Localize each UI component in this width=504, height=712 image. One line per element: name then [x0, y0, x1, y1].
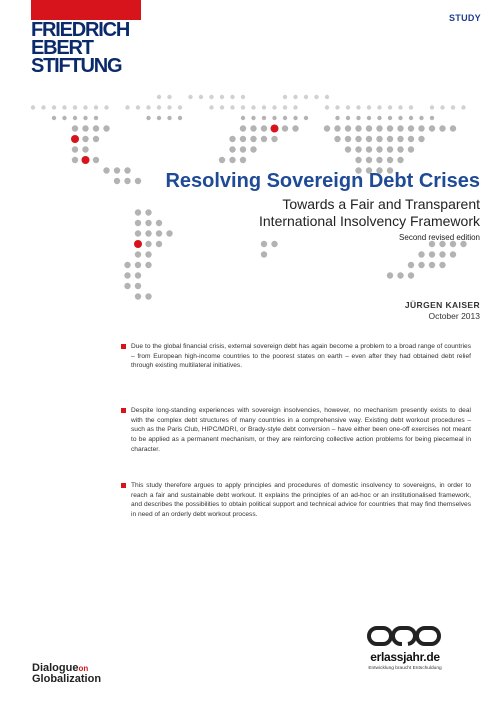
- map-dot: [377, 105, 381, 109]
- map-dot: [83, 116, 87, 120]
- map-dot: [157, 95, 161, 99]
- map-dot-highlight: [71, 135, 79, 143]
- map-dot: [145, 230, 151, 236]
- map-dot: [387, 125, 393, 131]
- map-dot: [366, 157, 372, 163]
- map-dot: [250, 136, 256, 142]
- map-dot: [334, 125, 340, 131]
- map-dot-highlight: [271, 125, 279, 133]
- map-dot: [156, 230, 162, 236]
- map-dot: [145, 241, 151, 247]
- map-dot: [335, 116, 339, 120]
- map-dot: [397, 272, 403, 278]
- summary-bullet: [131, 342, 471, 371]
- map-dot: [376, 146, 382, 152]
- map-dot: [283, 105, 287, 109]
- map-dot: [283, 95, 287, 99]
- map-dot: [52, 105, 56, 109]
- map-dot: [104, 105, 108, 109]
- map-dot: [145, 220, 151, 226]
- map-dot: [388, 105, 392, 109]
- map-dot: [261, 251, 267, 257]
- map-dot: [271, 241, 277, 247]
- map-dot: [209, 95, 213, 99]
- map-dot: [408, 146, 414, 152]
- map-dot: [72, 125, 78, 131]
- map-dot: [124, 262, 130, 268]
- map-dot: [418, 262, 424, 268]
- map-dot: [376, 136, 382, 142]
- summary-bullet-text: Due to the global financial crisis, external sovereign debt has again become a problem to a broad range of countries – from European high-income countries to the poorest states on earth – even after they had obtained debt relief through existing multilateral initiatives.: [131, 343, 471, 370]
- map-dot: [272, 116, 276, 120]
- map-dot: [83, 105, 87, 109]
- map-dot: [366, 125, 372, 131]
- map-dot: [397, 157, 403, 163]
- map-dot: [93, 157, 99, 163]
- fes-logo: [0, 0, 160, 80]
- map-dot: [52, 116, 56, 120]
- map-dot: [135, 272, 141, 278]
- map-dot: [293, 116, 297, 120]
- map-dot: [93, 136, 99, 142]
- map-dot: [93, 125, 99, 131]
- map-dot: [41, 105, 45, 109]
- map-dot-highlight: [134, 240, 142, 248]
- fes-logo-word-2: EBERT: [31, 37, 93, 59]
- map-dot: [272, 105, 276, 109]
- map-dot: [240, 146, 246, 152]
- map-dot: [103, 167, 109, 173]
- map-dot: [241, 116, 245, 120]
- map-dot: [146, 105, 150, 109]
- subtitle-line-2: International Insolvency Framework: [259, 213, 480, 229]
- erlassjahr-logo-text: erlassjahr.de: [370, 650, 440, 664]
- map-dot: [397, 125, 403, 131]
- map-dot: [156, 241, 162, 247]
- map-dot: [408, 262, 414, 268]
- map-dot: [62, 105, 66, 109]
- map-dot: [356, 105, 360, 109]
- map-dot: [376, 125, 382, 131]
- map-dot: [178, 116, 182, 120]
- summary-bullet: [131, 406, 471, 455]
- map-dot: [271, 136, 277, 142]
- map-dot: [114, 178, 120, 184]
- map-dot: [199, 95, 203, 99]
- map-dot: [429, 125, 435, 131]
- map-dot: [430, 105, 434, 109]
- map-dot: [178, 105, 182, 109]
- map-dot: [241, 95, 245, 99]
- map-dot: [167, 95, 171, 99]
- map-dot: [439, 251, 445, 257]
- map-dot: [261, 241, 267, 247]
- map-dot: [251, 105, 255, 109]
- map-dot: [461, 105, 465, 109]
- map-dot: [408, 125, 414, 131]
- map-dot: [419, 116, 423, 120]
- map-dot: [314, 95, 318, 99]
- edition-note: Second revised edition: [399, 233, 480, 242]
- map-dot: [397, 136, 403, 142]
- author-name: JÜRGEN KAISER: [404, 300, 480, 310]
- map-dot: [146, 116, 150, 120]
- map-dot: [430, 116, 434, 120]
- map-dot: [241, 105, 245, 109]
- map-dot: [229, 146, 235, 152]
- map-dot-highlight: [82, 156, 90, 164]
- map-dot: [366, 146, 372, 152]
- map-dot: [167, 116, 171, 120]
- map-dot: [251, 116, 255, 120]
- map-dot: [209, 105, 213, 109]
- map-dot: [262, 105, 266, 109]
- bullet-square-icon: [121, 344, 126, 349]
- map-dot: [451, 105, 455, 109]
- map-dot: [345, 146, 351, 152]
- page-title: Resolving Sovereign Debt Crises: [165, 170, 480, 192]
- map-dot: [356, 116, 360, 120]
- map-dot: [429, 262, 435, 268]
- map-dot: [387, 146, 393, 152]
- map-dot: [439, 125, 445, 131]
- map-dot: [409, 116, 413, 120]
- map-dot: [335, 105, 339, 109]
- map-dot: [418, 125, 424, 131]
- summary-bullet: [131, 481, 471, 520]
- bullet-square-icon: [121, 483, 126, 488]
- map-dot: [73, 116, 77, 120]
- map-dot: [145, 293, 151, 299]
- map-dot: [409, 105, 413, 109]
- map-dot: [230, 95, 234, 99]
- map-dot: [367, 116, 371, 120]
- series-name-line-1: Dialogue: [32, 662, 79, 674]
- map-dot: [367, 105, 371, 109]
- map-dot: [388, 116, 392, 120]
- map-dot: [283, 116, 287, 120]
- publication-date: October 2013: [428, 311, 480, 321]
- map-dot: [240, 157, 246, 163]
- document-type-label: STUDY: [448, 13, 481, 23]
- map-dot: [345, 125, 351, 131]
- map-dot: [325, 95, 329, 99]
- map-dot: [346, 116, 350, 120]
- map-dot: [135, 230, 141, 236]
- summary-bullet-text: This study therefore argues to apply principles and procedures of domestic insolvency to sovereigns, in order to reach a fair and sustainable debt workout. It explains the principles of an ad-hoc or an institutionalised framework, and describes the possibilities to obtain political support and technical advice for countries that may find themselves in need of an orderly debt workout process.: [131, 482, 471, 519]
- map-dot: [439, 262, 445, 268]
- map-dot: [387, 272, 393, 278]
- map-dot: [135, 209, 141, 215]
- map-dot: [282, 125, 288, 131]
- summary-bullet-text: Despite long-standing experiences with sovereign insolvencies, however, no mechanism presently exists to deal with the complex debt structures of many countries in a comprehensive way. Existing debt workout procedures – such as the Paris Club, HIPC/MDRI, or Brady-style debt conversion – have either been one-off exercises not meant to be applied as a permanent mechanism, or they are reinforcing collective action problems for being piecemeal in character.: [131, 407, 471, 453]
- map-dot: [250, 125, 256, 131]
- map-dot: [82, 146, 88, 152]
- fes-logo-word-3: STIFTUNG: [31, 55, 122, 77]
- map-dot: [345, 136, 351, 142]
- map-dot: [355, 125, 361, 131]
- map-dot: [94, 116, 98, 120]
- map-dot: [124, 283, 130, 289]
- map-dot: [376, 157, 382, 163]
- map-dot: [82, 125, 88, 131]
- map-dot: [230, 105, 234, 109]
- map-dot: [72, 157, 78, 163]
- map-dot: [292, 125, 298, 131]
- map-dot: [124, 167, 130, 173]
- map-dot: [135, 178, 141, 184]
- map-dot: [135, 251, 141, 257]
- map-dot: [188, 95, 192, 99]
- map-dot: [229, 157, 235, 163]
- map-dot: [346, 105, 350, 109]
- map-dot: [450, 125, 456, 131]
- map-dot: [145, 209, 151, 215]
- map-dot: [377, 116, 381, 120]
- map-dot: [31, 105, 35, 109]
- dialogue-on-globalization-logo: [32, 663, 101, 685]
- map-dot: [408, 136, 414, 142]
- erlassjahr-tagline: Entwicklung braucht Entschuldung: [368, 666, 442, 671]
- map-dot: [103, 125, 109, 131]
- map-dot: [293, 95, 297, 99]
- bullet-square-icon: [121, 408, 126, 413]
- map-dot: [250, 146, 256, 152]
- map-dot: [261, 136, 267, 142]
- map-dot: [125, 105, 129, 109]
- map-dot: [397, 146, 403, 152]
- map-dot: [387, 157, 393, 163]
- map-dot: [135, 283, 141, 289]
- map-dot: [429, 251, 435, 257]
- map-dot: [450, 251, 456, 257]
- map-dot: [355, 157, 361, 163]
- map-dot: [387, 136, 393, 142]
- subtitle-line-1: Towards a Fair and Transparent: [282, 196, 480, 212]
- map-dot: [418, 251, 424, 257]
- map-dot: [73, 105, 77, 109]
- map-dot: [440, 105, 444, 109]
- map-dot: [82, 136, 88, 142]
- broken-chain-icon: [367, 622, 441, 650]
- map-dot: [220, 95, 224, 99]
- map-dot: [355, 146, 361, 152]
- map-dot: [114, 167, 120, 173]
- map-dot: [334, 136, 340, 142]
- map-dot: [136, 105, 140, 109]
- map-dot: [408, 272, 414, 278]
- map-dot: [325, 105, 329, 109]
- map-dot: [398, 116, 402, 120]
- map-dot: [355, 136, 361, 142]
- map-dot: [145, 262, 151, 268]
- map-dot: [135, 262, 141, 268]
- map-dot: [240, 136, 246, 142]
- map-dot: [166, 230, 172, 236]
- map-dot: [366, 136, 372, 142]
- map-dot: [219, 157, 225, 163]
- map-dot: [304, 95, 308, 99]
- fes-logo-word-1: FRIEDRICH: [31, 19, 130, 41]
- map-dot: [262, 116, 266, 120]
- map-dot: [135, 293, 141, 299]
- map-dot: [156, 220, 162, 226]
- map-dot: [304, 116, 308, 120]
- map-dot: [62, 116, 66, 120]
- map-dot: [94, 105, 98, 109]
- map-dot: [324, 125, 330, 131]
- map-dot: [293, 105, 297, 109]
- map-dot: [145, 251, 151, 257]
- map-dot: [418, 136, 424, 142]
- map-dot: [124, 178, 130, 184]
- map-dot: [261, 125, 267, 131]
- map-dot: [135, 220, 141, 226]
- map-dot: [229, 136, 235, 142]
- series-name-on: on: [78, 664, 89, 673]
- map-dot: [157, 116, 161, 120]
- series-name-line-2: Globalization: [32, 673, 102, 685]
- map-dot: [157, 105, 161, 109]
- map-dot: [167, 105, 171, 109]
- map-dot: [398, 105, 402, 109]
- map-dot: [124, 272, 130, 278]
- map-dot: [72, 146, 78, 152]
- map-dot: [220, 105, 224, 109]
- map-dot: [240, 125, 246, 131]
